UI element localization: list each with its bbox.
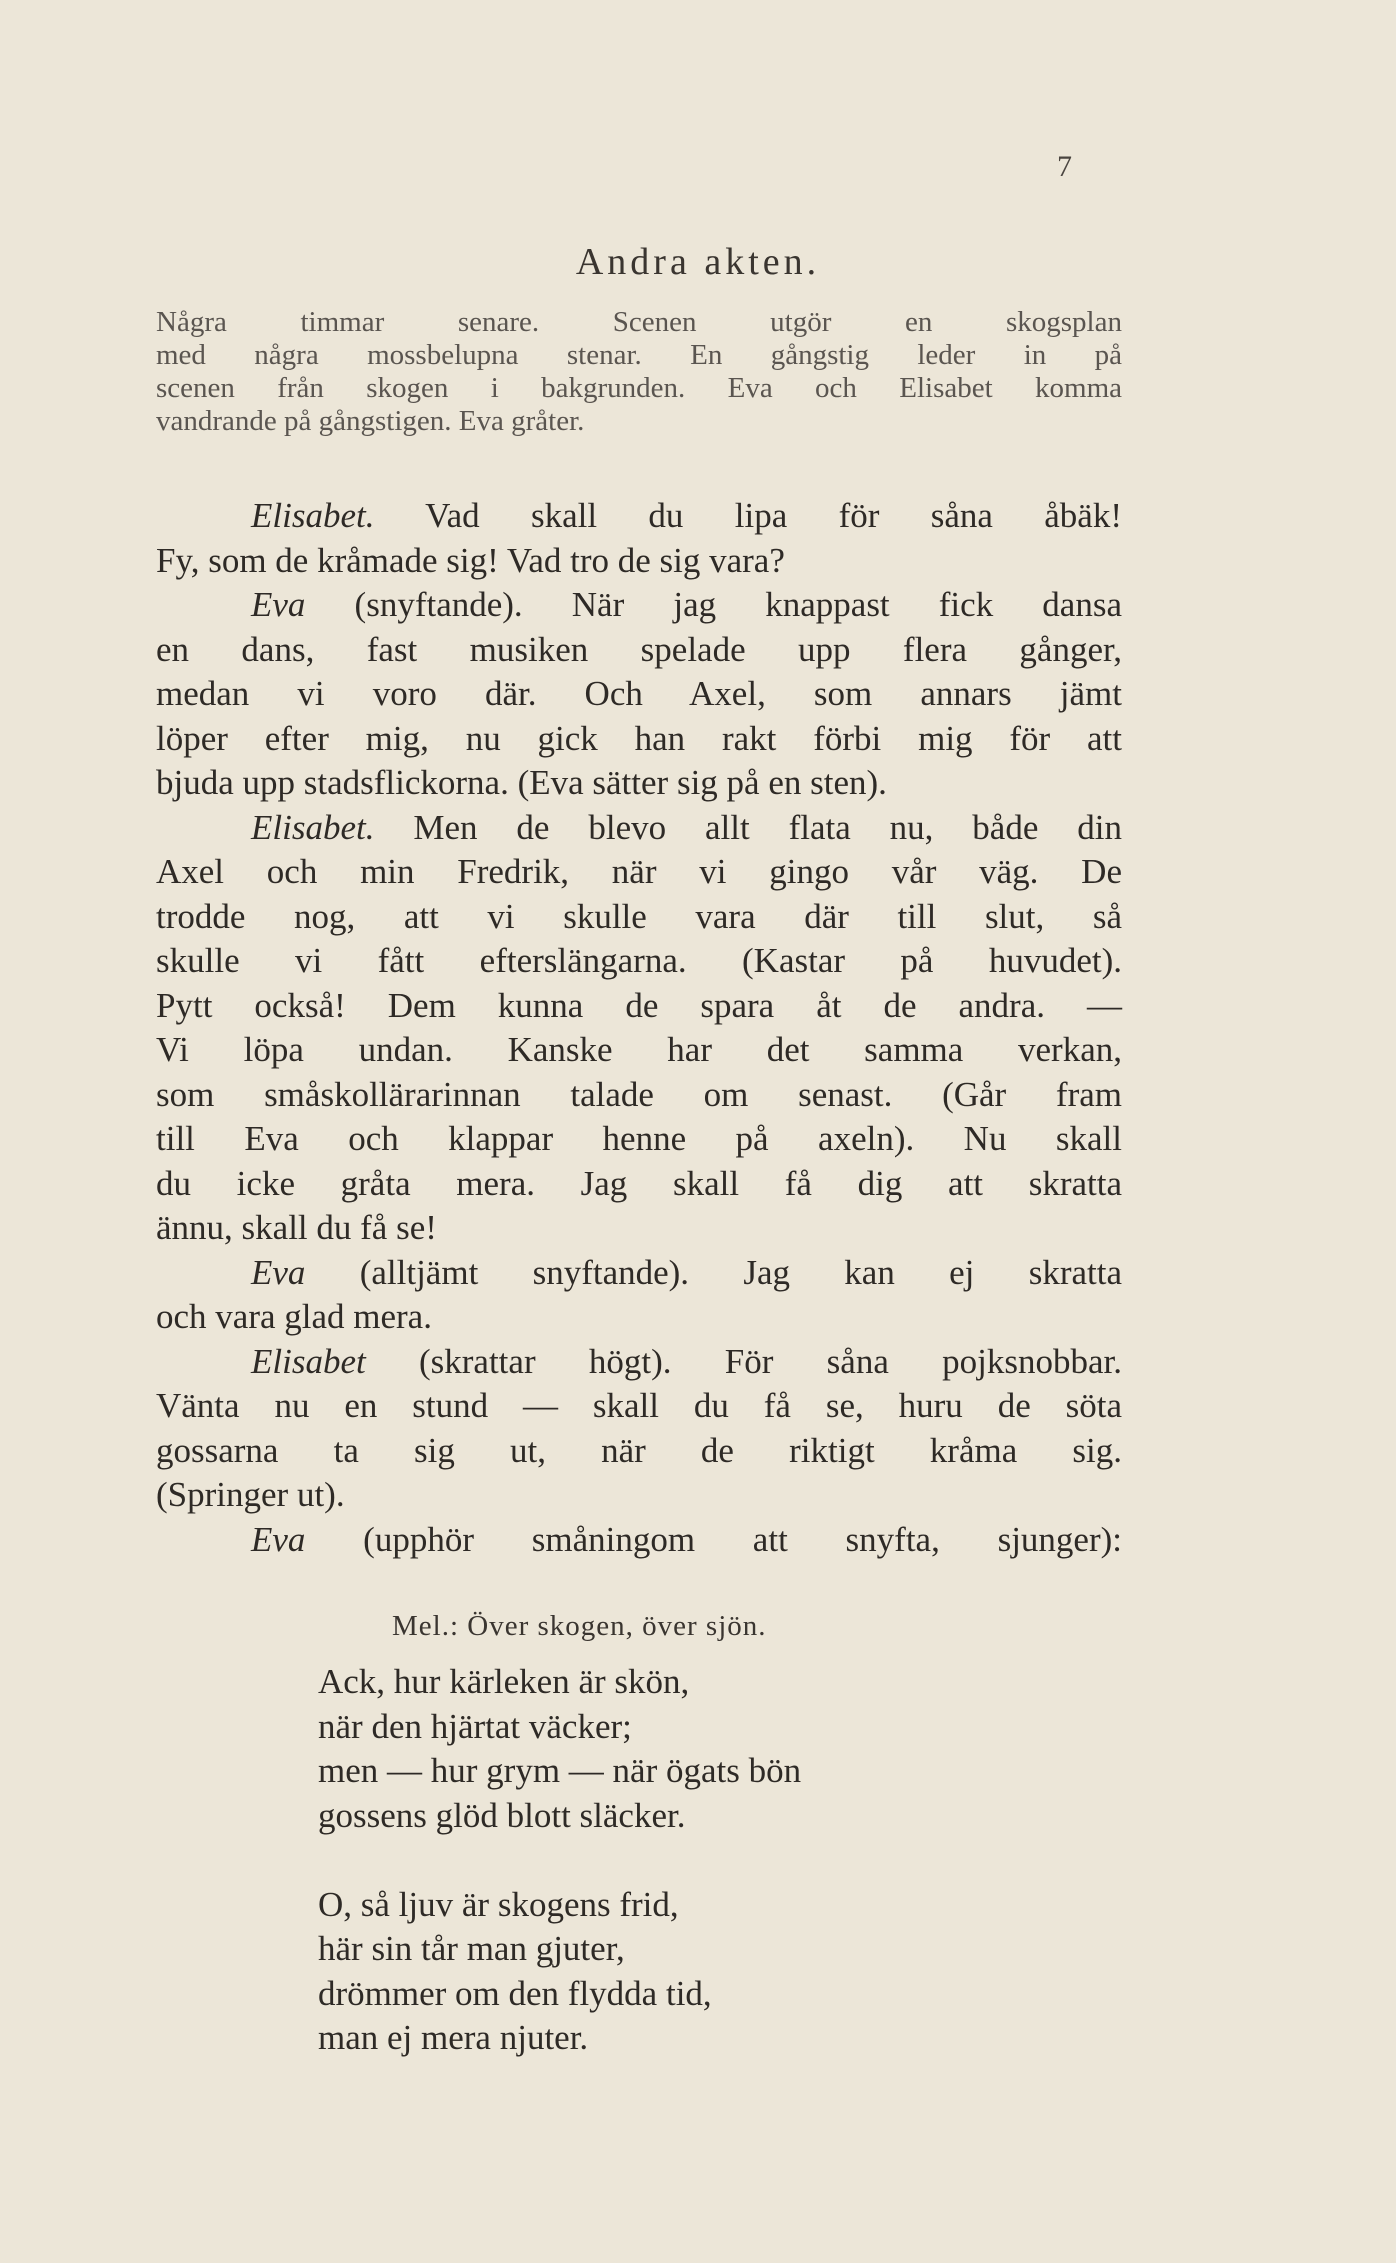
dialogue-text-span: Men de blevo allt flata nu, både din	[374, 807, 1122, 847]
dialogue-text-span: (Springer ut).	[156, 1475, 345, 1514]
verse-line: O, så ljuv är skogens frid,	[318, 1884, 679, 1924]
dialogue-line	[156, 1251, 1122, 1296]
dialogue-line	[156, 1206, 1122, 1251]
dialogue-line	[156, 1028, 1122, 1073]
dialogue-text-span: en dans, fast musiken spelade upp flera gånger,	[156, 629, 1122, 669]
dialogue-line	[156, 672, 1122, 717]
dialogue-line	[156, 984, 1122, 1029]
dialogue-line	[156, 1473, 1122, 1518]
stage-direction	[156, 306, 1122, 438]
dialogue-line	[156, 895, 1122, 940]
dialogue-text-span: trodde nog, att vi skulle vara där till slut, så	[156, 896, 1122, 936]
dialogue-line	[156, 628, 1122, 673]
dialogue-text-span: till Eva och klappar henne på axeln). Nu skall	[156, 1119, 1122, 1158]
stage-line: scenen från skogen i bakgrunden. Eva och Elisabet komma	[156, 372, 1122, 404]
dialogue-text-span: (alltjämt snyftande). Jag kan ej skratta	[305, 1252, 1122, 1292]
speaker-name: Elisabet	[251, 1341, 366, 1381]
dialogue-text-span: gossarna ta sig ut, när de riktigt kråma sig.	[156, 1430, 1122, 1470]
verse-line: när den hjärtat väcker;	[318, 1706, 632, 1746]
dialogue-text-span: bjuda upp stadsflickorna. (Eva sätter sig på en sten).	[156, 763, 887, 802]
dialogue-text-span: (upphör småningom att snyfta, sjunger):	[305, 1519, 1122, 1559]
dialogue-line	[156, 1073, 1122, 1118]
dialogue-line	[156, 761, 1122, 806]
dialogue-text-span: skulle vi fått efterslängarna. (Kastar på huvudet).	[156, 941, 1122, 980]
dialogue-text-span: och vara glad mera.	[156, 1297, 432, 1336]
dialogue-line	[156, 539, 1122, 584]
speaker-name: Elisabet.	[251, 496, 375, 535]
verse-line: men — hur grym — när ögats bön	[318, 1751, 802, 1790]
dialogue-line	[156, 1340, 1122, 1385]
dialogue-text-span: Fy, som de kråmade sig! Vad tro de sig vara?	[156, 540, 785, 580]
verse-gap	[318, 1838, 801, 1883]
act-title: Andra akten.	[575, 241, 821, 283]
dialogue-line	[156, 717, 1122, 762]
dialogue-text-span: löper efter mig, nu gick han rakt förbi mig för att	[156, 718, 1122, 758]
dialogue-line	[156, 1429, 1122, 1474]
dialogue-text-span: (skrattar högt). För såna pojksnobbar.	[365, 1341, 1122, 1381]
verse-line: drömmer om den flydda tid,	[318, 1973, 712, 2013]
dialogue-line	[156, 1162, 1122, 1207]
stage-line: vandrande på gångstigen. Eva gråter.	[156, 405, 585, 437]
stage-line: Några timmar senare. Scenen utgör en skogsplan	[156, 306, 1122, 338]
verse-line: man ej mera njuter.	[318, 2018, 589, 2057]
speaker-name: Eva	[251, 585, 306, 624]
song-verses	[318, 1660, 801, 2061]
melody-note: Mel.: Över skogen, över sjön.	[392, 1610, 767, 1642]
verse-line: Ack, hur kärleken är skön,	[318, 1662, 690, 1701]
dialogue-line	[156, 1117, 1122, 1162]
dialogue-line	[156, 1295, 1122, 1340]
dialogue-line	[156, 1384, 1122, 1429]
speaker-name: Elisabet.	[251, 807, 375, 847]
dialogue-text-span: som småskollärarinnan talade om senast. (Går fram	[156, 1074, 1122, 1114]
dialogue-text-span: ännu, skall du få se!	[156, 1208, 437, 1247]
dialogue-line	[156, 494, 1122, 539]
verse-line: gossens glöd blott släcker.	[318, 1795, 686, 1835]
dialogue-line	[156, 1518, 1122, 1563]
dialogue-text-span: (snyftande). När jag knappast fick dansa	[305, 585, 1122, 624]
speaker-name: Eva	[251, 1252, 306, 1292]
dialogue-text	[156, 494, 1122, 1562]
dialogue-text-span: Pytt också! Dem kunna de spara åt de andra. —	[156, 985, 1122, 1025]
dialogue-text-span: Vi löpa undan. Kanske har det samma verkan,	[156, 1030, 1122, 1069]
dialogue-text-span: du icke gråta mera. Jag skall få dig att skratta	[156, 1163, 1122, 1203]
dialogue-line	[156, 806, 1122, 851]
dialogue-text-span: Vad skall du lipa för såna åbäk!	[374, 496, 1122, 535]
dialogue-text-span: Axel och min Fredrik, när vi gingo vår väg. De	[156, 852, 1122, 891]
dialogue-text-span: Vänta nu en stund — skall du få se, huru de söta	[156, 1386, 1122, 1425]
dialogue-line	[156, 850, 1122, 895]
dialogue-text-span: medan vi voro där. Och Axel, som annars jämt	[156, 674, 1122, 713]
stage-line: med några mossbelupna stenar. En gångstig leder in på	[156, 339, 1122, 371]
dialogue-line	[156, 939, 1122, 984]
page-number: 7	[1057, 150, 1072, 183]
verse-line: här sin tår man gjuter,	[318, 1929, 625, 1968]
dialogue-line	[156, 583, 1122, 628]
speaker-name: Eva	[251, 1519, 306, 1559]
